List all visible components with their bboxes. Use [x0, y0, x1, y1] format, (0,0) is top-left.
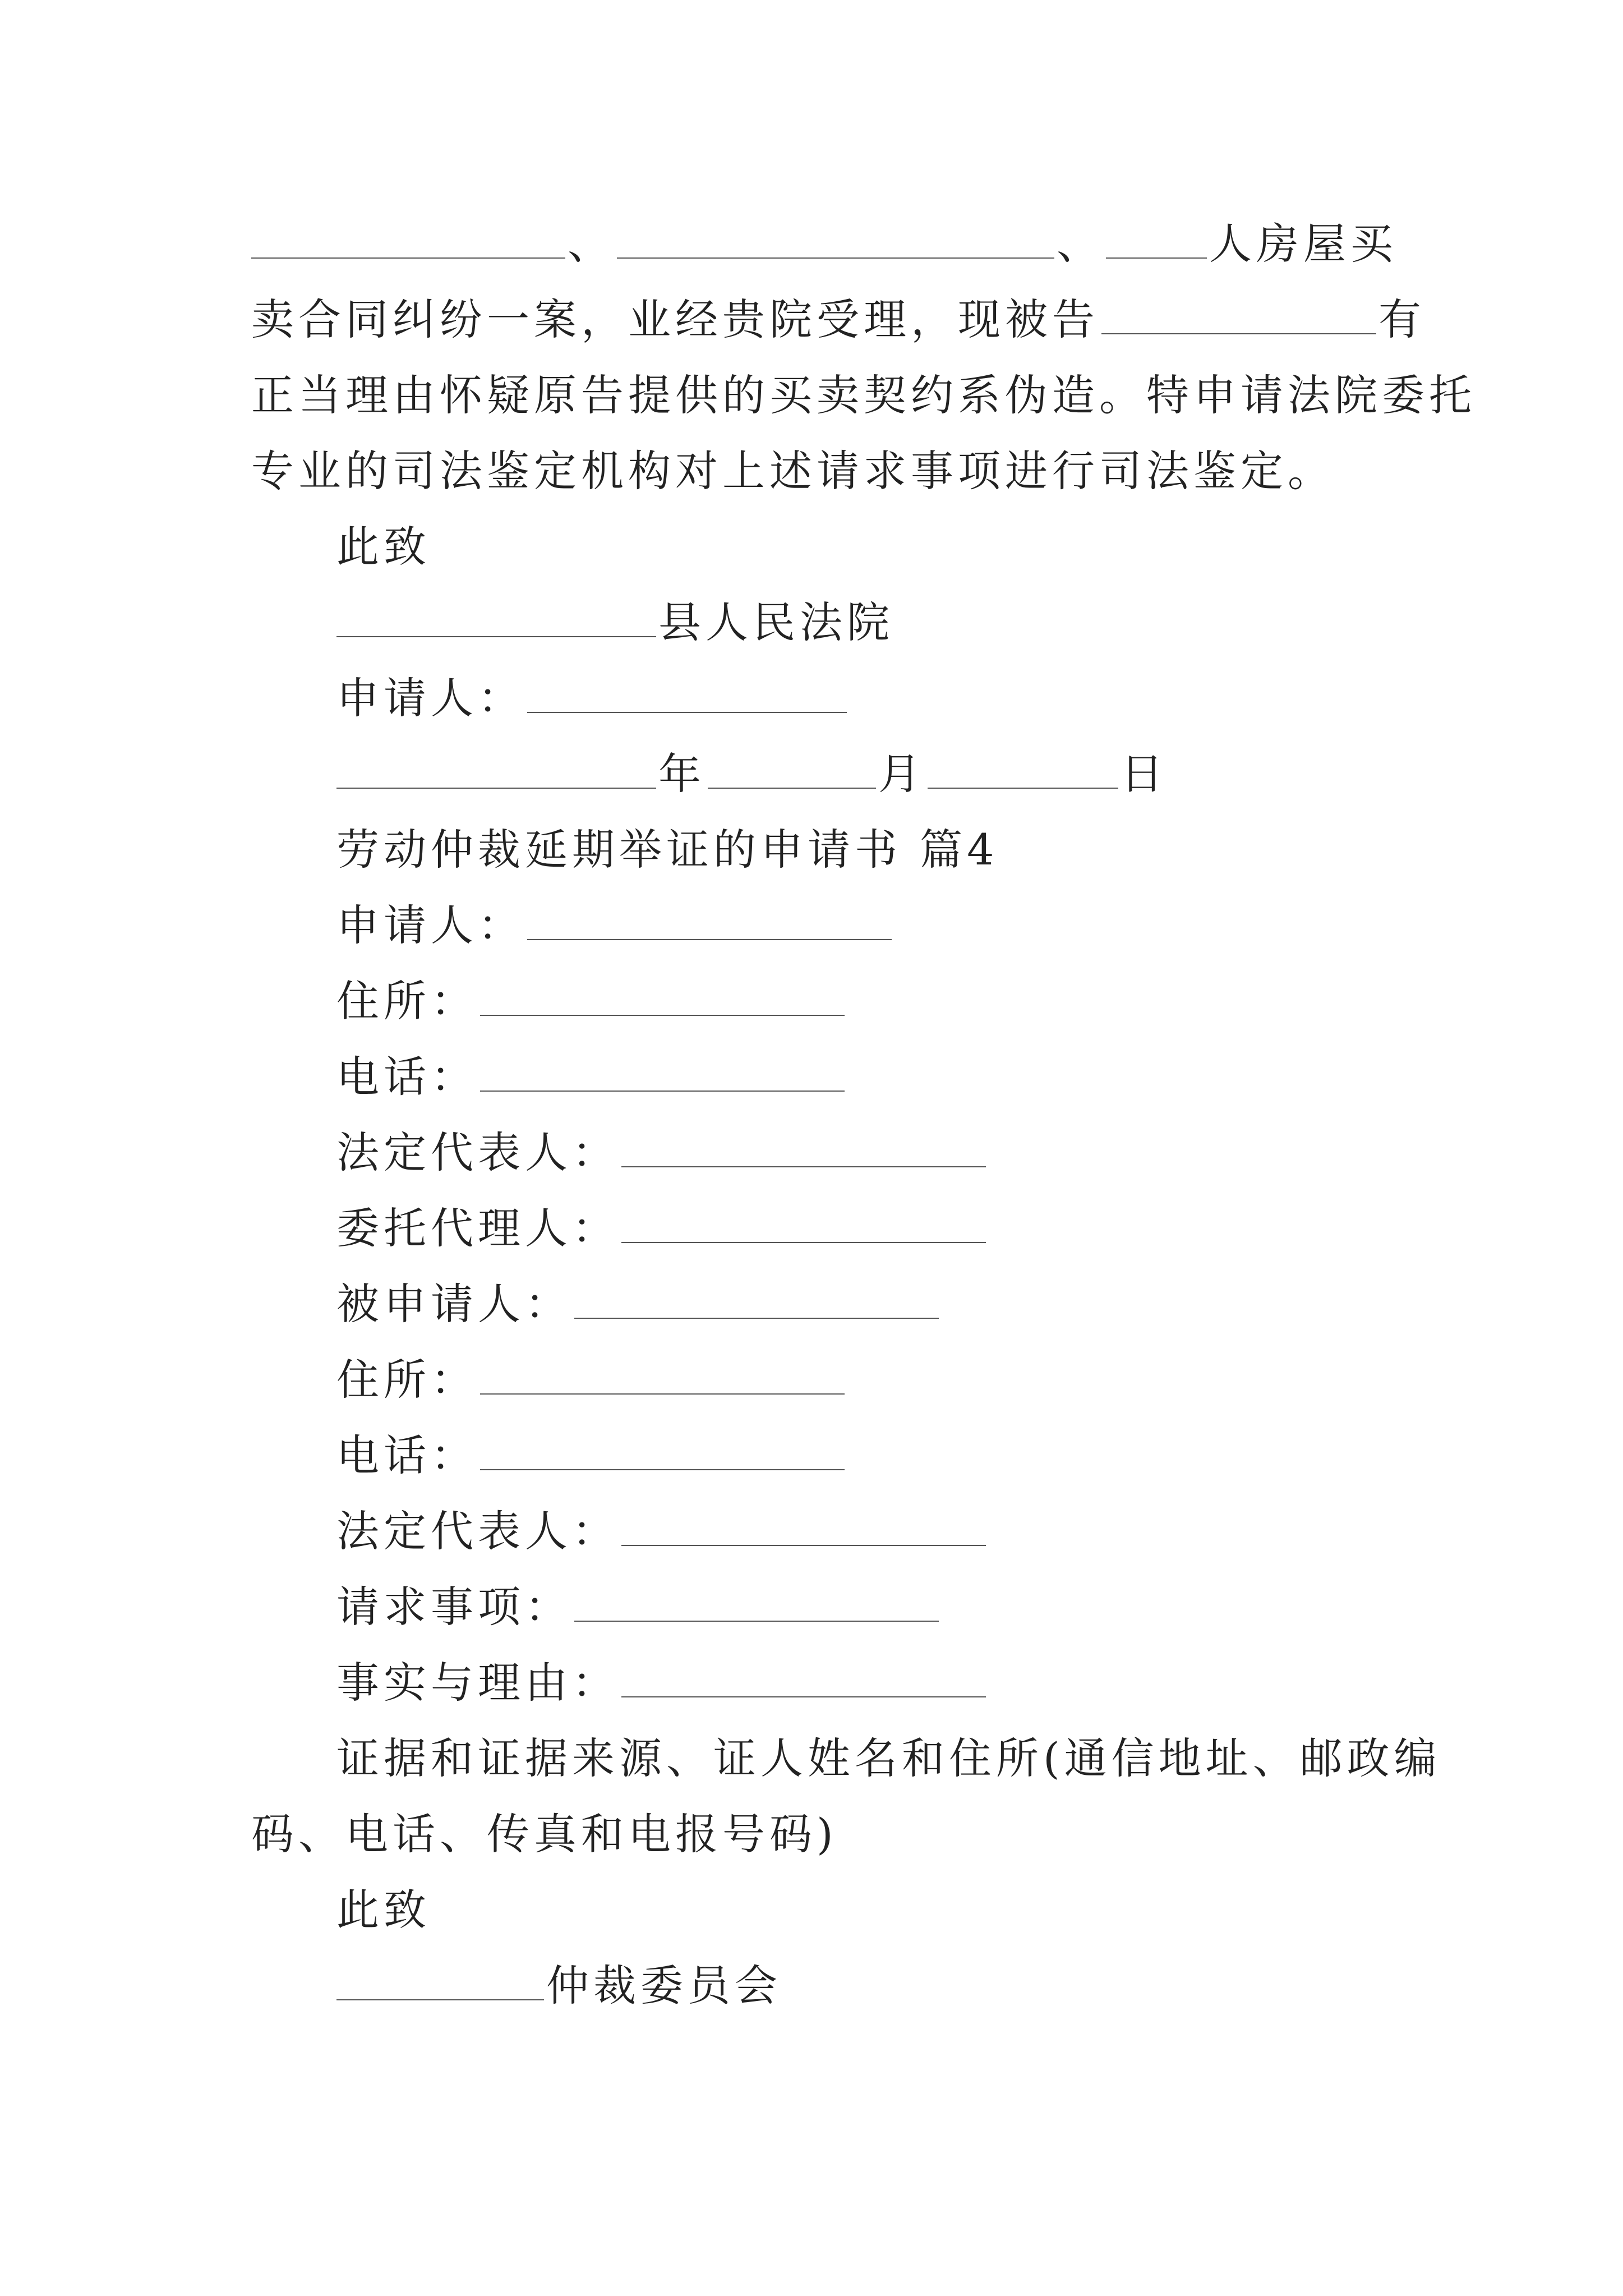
field-agent [336, 1189, 1469, 1268]
separator-2: 、 [1057, 219, 1104, 269]
field-phone-2-label: 电话： [336, 1430, 478, 1480]
field-legal-rep-2-label: 法定代表人： [336, 1506, 619, 1556]
salutation-1: 此致 [336, 522, 431, 572]
month-label: 月 [878, 749, 925, 799]
blank-phone-1[interactable] [480, 1048, 845, 1092]
blank-respondent[interactable] [574, 1275, 939, 1319]
blank-phone-2[interactable] [480, 1427, 845, 1470]
blank-month[interactable] [708, 745, 876, 789]
blank-party-2[interactable] [617, 215, 1054, 259]
court-suffix: 县人民法院 [658, 597, 894, 647]
applicant-line-1 [336, 659, 1469, 738]
court-line [336, 583, 1469, 662]
year-label: 年 [658, 749, 706, 799]
day-label: 日 [1121, 749, 1168, 799]
blank-year[interactable] [336, 745, 656, 789]
field-agent-label: 委托代理人： [336, 1203, 619, 1253]
date-line [336, 735, 1469, 813]
blank-facts[interactable] [621, 1654, 986, 1697]
field-address-1-label: 住所： [336, 976, 478, 1026]
field-claims-label: 请求事项： [336, 1582, 572, 1632]
field-phone-2 [336, 1416, 1469, 1495]
line2-tail-text: 有 [1378, 295, 1426, 344]
blank-party-1[interactable] [251, 215, 565, 259]
blank-party-3[interactable] [1106, 215, 1207, 259]
field-phone-1 [336, 1038, 1469, 1116]
evidence-line-2: 码、电话、传真和电报号码) [251, 1809, 838, 1859]
blank-day[interactable] [928, 745, 1118, 789]
blank-defendant[interactable] [1101, 291, 1376, 334]
blank-address-1[interactable] [480, 972, 845, 1016]
separator-1: 、 [568, 219, 615, 269]
field-facts-label: 事实与理由： [336, 1658, 619, 1708]
field-legal-rep-1 [336, 1114, 1469, 1192]
field-respondent-label: 被申请人： [336, 1279, 572, 1329]
field-address-2 [336, 1341, 1469, 1419]
paragraph-line-2 [251, 280, 1426, 359]
paragraph-line-3: 正当理由怀疑原告提供的买卖契约系伪造。特申请法院委托 [251, 370, 1476, 420]
applicant-label-1: 申请人： [336, 673, 525, 723]
committee-line [336, 1947, 1469, 2025]
blank-address-2[interactable] [480, 1351, 845, 1395]
field-legal-rep-2 [336, 1492, 1469, 1571]
blank-applicant-1[interactable] [527, 669, 847, 713]
blank-agent[interactable] [621, 1199, 986, 1243]
field-phone-1-label: 电话： [336, 1052, 478, 1102]
line1-tail-text: 人房屋买 [1209, 219, 1398, 269]
blank-claims[interactable] [574, 1578, 939, 1622]
field-address-2-label: 住所： [336, 1355, 478, 1405]
committee-suffix: 仲裁委员会 [546, 1961, 782, 2010]
field-address-1 [336, 962, 1469, 1041]
field-respondent [336, 1265, 1469, 1343]
paragraph-line-4: 专业的司法鉴定机构对上述请求事项进行司法鉴定。 [251, 446, 1335, 496]
evidence-line-1: 证据和证据来源、证人姓名和住所(通信地址、邮政编 [336, 1733, 1441, 1783]
section-title: 劳动仲裁延期举证的申请书 篇4 [336, 825, 999, 875]
field-applicant-label: 申请人： [336, 900, 525, 950]
blank-legal-rep-1[interactable] [621, 1124, 986, 1167]
blank-committee[interactable] [336, 1957, 544, 2000]
blank-legal-rep-2[interactable] [621, 1502, 986, 1546]
line2-head-text: 卖合同纠纷一案，业经贵院受理，现被告 [251, 295, 1099, 344]
salutation-2: 此致 [336, 1885, 431, 1935]
blank-applicant-2[interactable] [527, 896, 892, 940]
field-applicant [336, 886, 1469, 965]
field-claims [336, 1568, 1469, 1646]
paragraph-line-1 [251, 205, 1398, 283]
field-legal-rep-1-label: 法定代表人： [336, 1128, 619, 1177]
blank-county[interactable] [336, 593, 656, 637]
field-facts [336, 1644, 1469, 1722]
